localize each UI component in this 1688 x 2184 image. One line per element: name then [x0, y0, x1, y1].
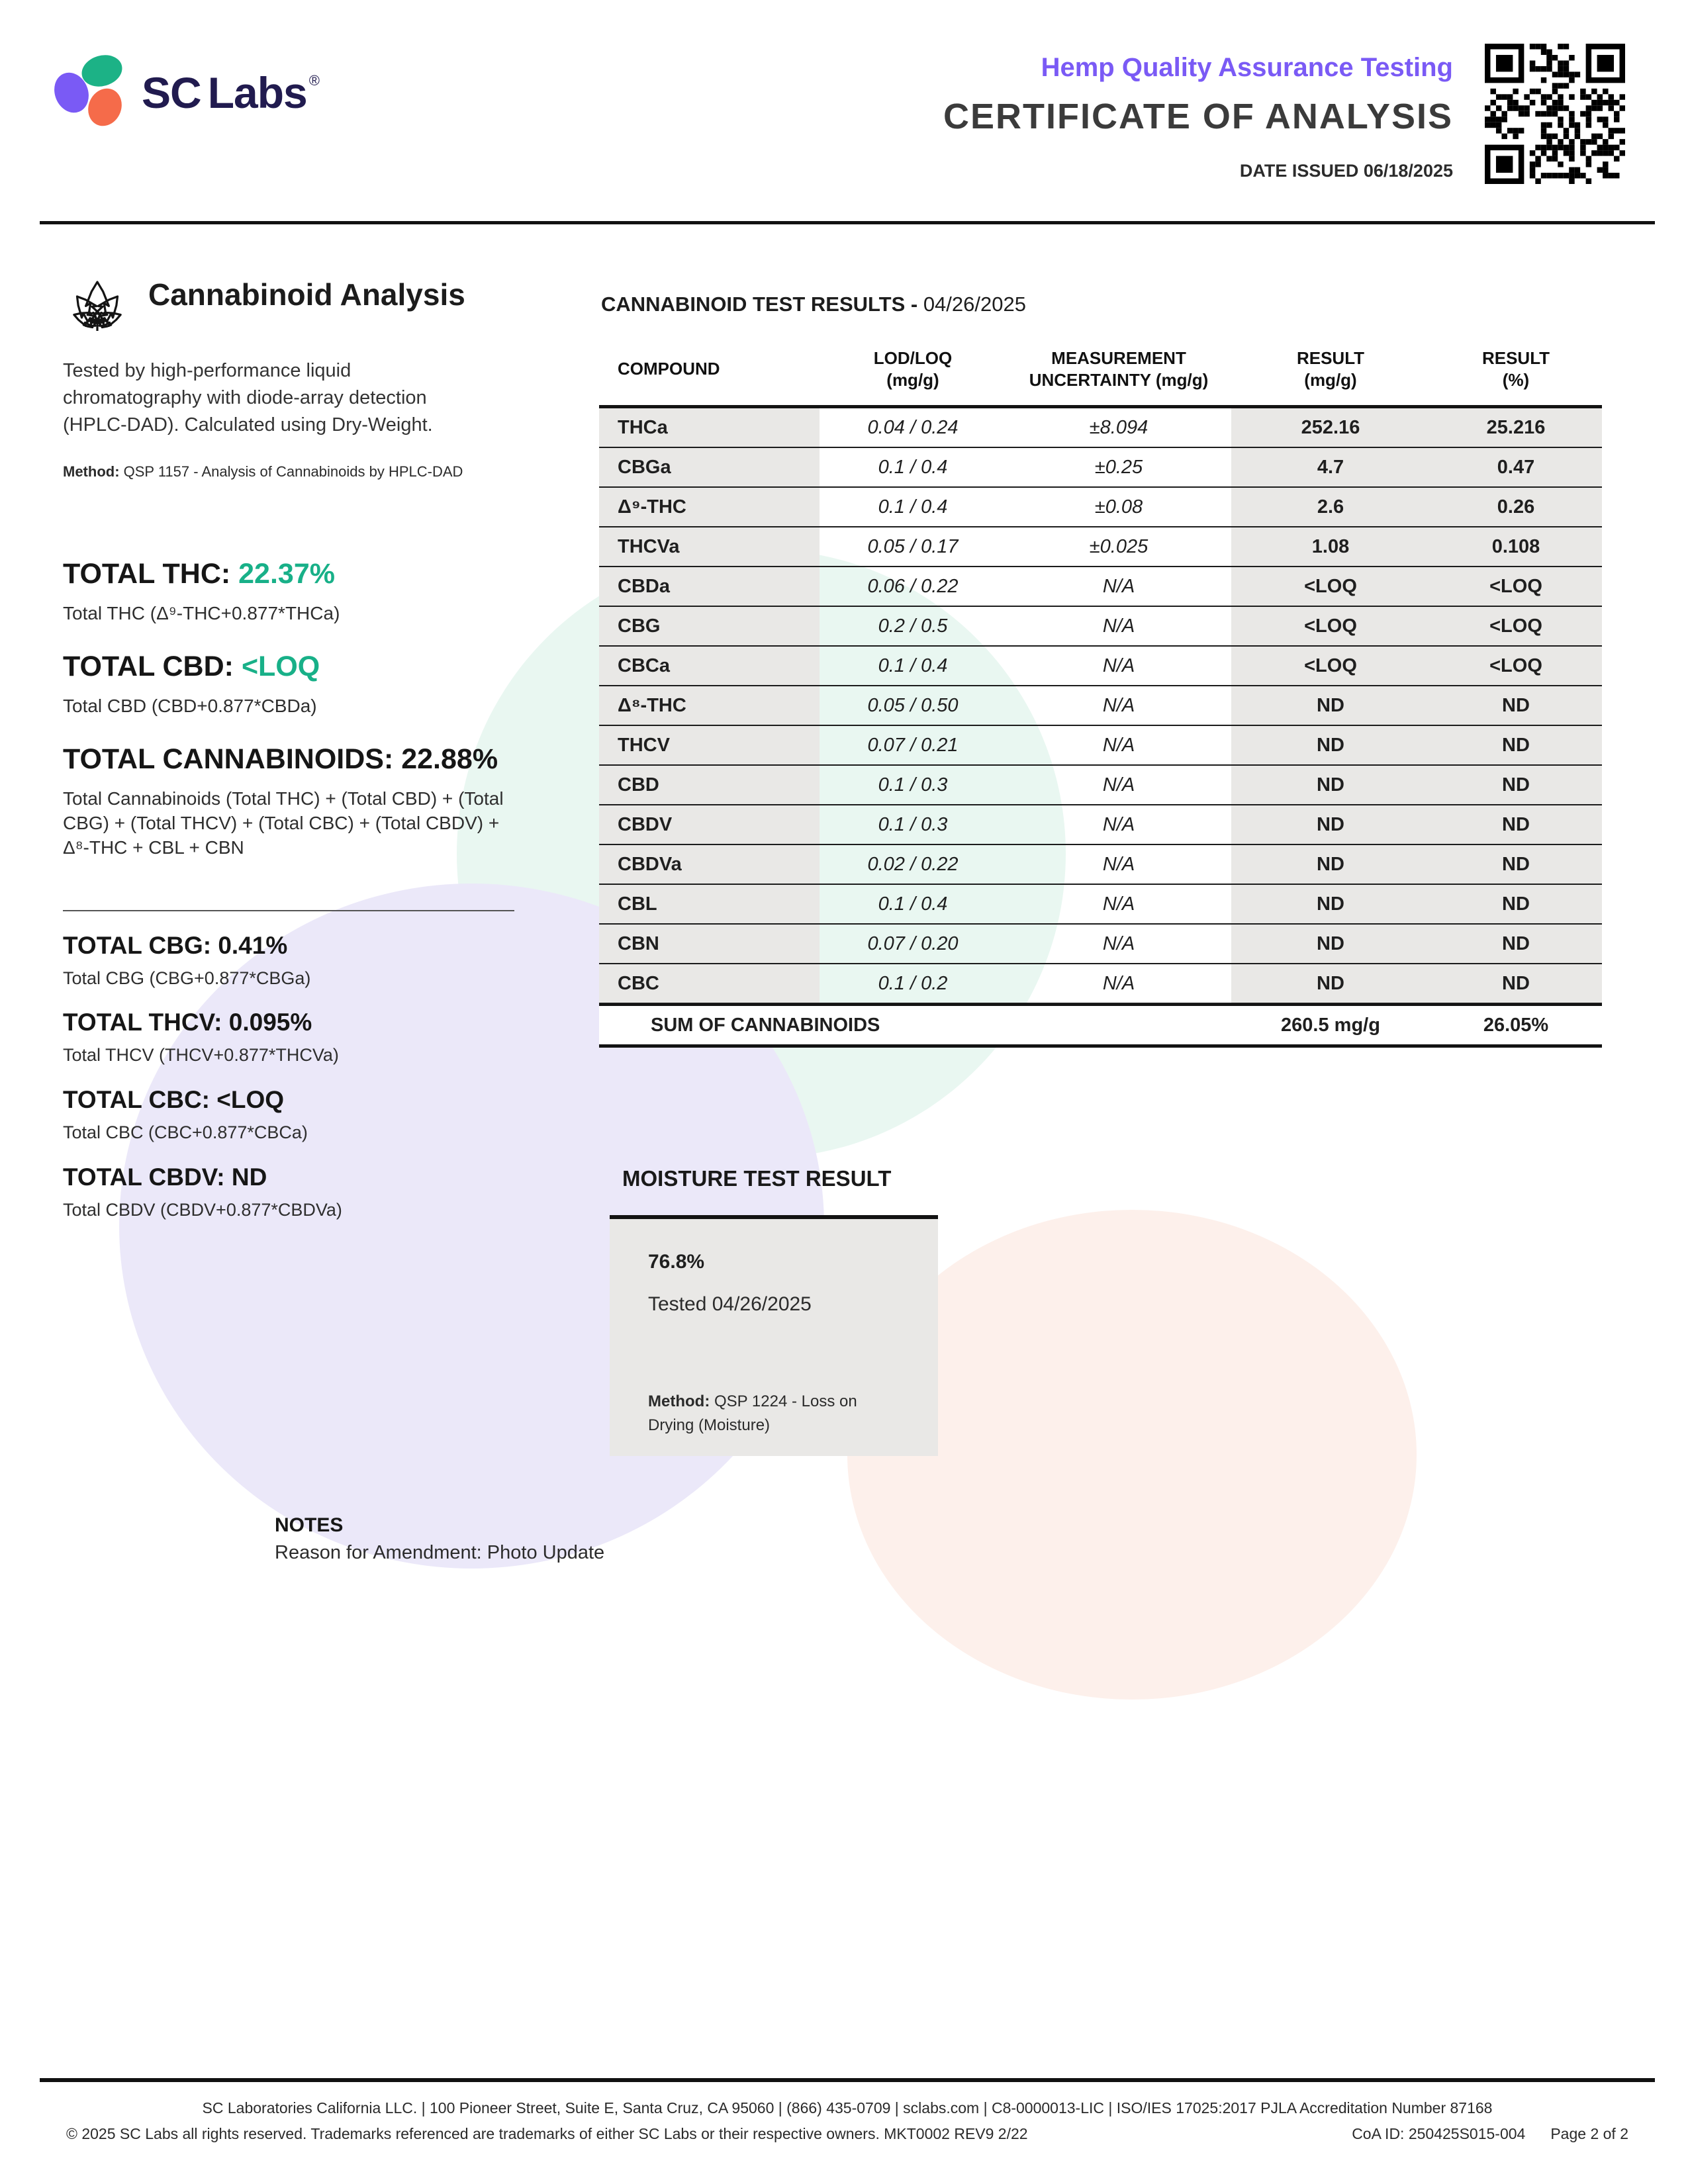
lod-loq-cell: 0.2 / 0.5 — [878, 615, 948, 637]
sum-result-mg: 260.5 mg/g — [1281, 1014, 1380, 1036]
logo-sc-text: SC — [142, 68, 201, 117]
moisture-result-box — [610, 1215, 938, 1456]
lod-loq-cell: 0.05 / 0.17 — [867, 535, 959, 557]
result-mg-cell: ND — [1231, 805, 1430, 844]
total-thcv-value: 0.095% — [228, 1009, 312, 1036]
footer-lab-info: SC Laboratories California LLC. | 100 Pioneer Street, Suite E, Santa Cruz, CA 95060 | (866) 435-0709 | sclabs.com | C8-0000013-LIC | ISO/IES 17025:2017 PJLA Accreditation Number 87168 — [202, 2099, 1493, 2116]
result-mg-cell: ND — [1231, 845, 1430, 884]
compound-cell: CBDVa — [599, 845, 820, 884]
results-table-body — [599, 408, 1602, 1004]
lod-loq-cell: 0.07 / 0.21 — [867, 734, 959, 756]
column-header-line1: MEASUREMENT — [1051, 347, 1186, 368]
column-header-0 — [599, 358, 820, 380]
result-pct-cell: <LOQ — [1430, 567, 1602, 606]
results-table-title-date: 04/26/2025 — [917, 293, 1026, 316]
footer-divider — [40, 2078, 1655, 2082]
logo-dot-orange-icon — [82, 83, 127, 132]
uncertainty-cell: ±0.08 — [1094, 496, 1143, 518]
column-header-line1: COMPOUND — [618, 359, 720, 379]
lod-loq-cell: 0.06 / 0.22 — [867, 575, 959, 597]
result-mg-cell: ND — [1231, 686, 1430, 725]
compound-cell: Δ⁹-THC — [599, 488, 820, 526]
table-row — [599, 964, 1602, 1004]
table-row — [599, 686, 1602, 726]
uncertainty-cell: N/A — [1102, 655, 1135, 676]
total-cannabinoids-label: TOTAL CANNABINOIDS: — [63, 743, 402, 775]
moisture-value: 76.8% — [648, 1251, 705, 1273]
lod-loq-cell: 0.1 / 0.3 — [878, 813, 948, 835]
table-row — [599, 726, 1602, 766]
compound-cell: THCVa — [599, 527, 820, 566]
compound-cell: CBN — [599, 925, 820, 963]
total-thc-value: 22.37% — [238, 558, 335, 590]
table-row — [599, 448, 1602, 488]
uncertainty-cell: ±0.25 — [1094, 456, 1143, 478]
compound-cell: THCV — [599, 726, 820, 764]
result-pct-cell: 25.216 — [1430, 408, 1602, 447]
result-mg-cell: ND — [1231, 885, 1430, 923]
compound-cell: CBCa — [599, 647, 820, 685]
total-cbg-block — [63, 932, 520, 989]
uncertainty-cell: N/A — [1102, 933, 1135, 954]
result-mg-cell: 1.08 — [1231, 527, 1430, 566]
compound-cell: CBDV — [599, 805, 820, 844]
results-table-title-text: CANNABINOID TEST RESULTS - — [601, 293, 918, 316]
lod-loq-cell: 0.04 / 0.24 — [867, 416, 959, 438]
sum-row — [599, 1004, 1602, 1048]
notes-section — [275, 1514, 604, 1564]
logo-wordmark — [142, 68, 319, 118]
uncertainty-cell: N/A — [1102, 575, 1135, 597]
total-cbc-formula: Total CBC (CBC+0.877*CBCa) — [63, 1122, 308, 1142]
result-mg-cell: 4.7 — [1231, 448, 1430, 486]
lod-loq-cell: 0.1 / 0.4 — [878, 655, 948, 676]
sum-label: SUM OF CANNABINOIDS — [651, 1014, 880, 1036]
total-thcv-label: TOTAL THCV: — [63, 1009, 229, 1036]
compound-cell: THCa — [599, 408, 820, 447]
moisture-method-text: QSP 1224 - Loss on Drying (Moisture) — [648, 1392, 857, 1434]
column-header-line1: LOD/LOQ — [873, 347, 953, 368]
table-row — [599, 805, 1602, 845]
total-cbd-heading — [63, 651, 520, 683]
qr-code — [1485, 44, 1625, 184]
coa-id: CoA ID: 250425S015-004 — [1352, 2125, 1526, 2142]
sum-result-pct: 26.05% — [1483, 1014, 1549, 1036]
date-issued: DATE ISSUED 06/18/2025 — [1239, 161, 1453, 181]
total-thcv-block — [63, 1009, 520, 1066]
table-row — [599, 925, 1602, 964]
lod-loq-cell: 0.1 / 0.4 — [878, 893, 948, 915]
results-table-title — [601, 293, 1026, 316]
total-cbd-block — [63, 651, 520, 718]
footer-legal-row — [66, 2125, 1628, 2143]
result-pct-cell: ND — [1430, 726, 1602, 764]
footer-copyright: © 2025 SC Labs all rights reserved. Trademarks referenced are trademarks of either SC Labs or their respective owners. MKT0002 REV9 2/22 — [66, 2125, 1028, 2142]
result-mg-cell: 252.16 — [1231, 408, 1430, 447]
lod-loq-cell: 0.07 / 0.20 — [867, 933, 959, 954]
result-mg-cell: <LOQ — [1231, 567, 1430, 606]
uncertainty-cell: N/A — [1102, 615, 1135, 637]
cannabis-leaf-icon — [61, 258, 134, 331]
uncertainty-cell: N/A — [1102, 893, 1135, 915]
compound-cell: CBG — [599, 607, 820, 645]
column-header-lines — [1430, 347, 1602, 391]
notes-text: Reason for Amendment: Photo Update — [275, 1542, 605, 1563]
uncertainty-cell: N/A — [1102, 774, 1135, 796]
results-table-header — [599, 333, 1602, 408]
header-title-block — [943, 53, 1453, 181]
result-pct-cell: ND — [1430, 885, 1602, 923]
result-pct-cell: <LOQ — [1430, 607, 1602, 645]
column-header-line2: (%) — [1502, 369, 1530, 390]
result-mg-cell: 2.6 — [1231, 488, 1430, 526]
total-cbc-heading — [63, 1086, 520, 1114]
column-header-line1: RESULT — [1481, 347, 1550, 368]
compound-cell: CBDa — [599, 567, 820, 606]
column-header-lines — [1231, 347, 1430, 391]
total-cbdv-value: ND — [231, 1163, 267, 1191]
result-pct-cell: <LOQ — [1430, 647, 1602, 685]
result-pct-cell: ND — [1430, 766, 1602, 804]
footer-right-group — [1352, 2125, 1628, 2143]
document-title: CERTIFICATE OF ANALYSIS — [943, 97, 1453, 136]
table-row — [599, 885, 1602, 925]
uncertainty-cell: N/A — [1102, 853, 1135, 875]
total-cbdv-block — [63, 1163, 520, 1220]
lod-loq-cell: 0.05 / 0.50 — [867, 694, 959, 716]
total-cannabinoids-value: 22.88% — [401, 743, 498, 775]
total-cbdv-formula: Total CBDV (CBDV+0.877*CBDVa) — [63, 1200, 342, 1220]
table-row — [599, 527, 1602, 567]
program-title: Hemp Quality Assurance Testing — [1041, 53, 1453, 82]
compound-cell: CBL — [599, 885, 820, 923]
total-cbc-label: TOTAL CBC: — [63, 1086, 217, 1113]
sclabs-logo — [46, 52, 391, 131]
total-cbg-value: 0.41% — [218, 932, 288, 959]
compound-cell: CBD — [599, 766, 820, 804]
result-mg-cell: ND — [1231, 766, 1430, 804]
total-cbg-label: TOTAL CBG: — [63, 932, 218, 959]
total-cbdv-label: TOTAL CBDV: — [63, 1163, 232, 1191]
moisture-tested-date: Tested 04/26/2025 — [648, 1293, 812, 1315]
total-thc-label: TOTAL THC: — [63, 558, 239, 590]
result-pct-cell: 0.47 — [1430, 448, 1602, 486]
total-cbc-value: <LOQ — [216, 1086, 285, 1113]
table-row — [599, 488, 1602, 527]
method-description: Tested by high-performance liquid chromatography with diode-array detection (HPLC-DAD). Calculated using Dry-Weight. — [63, 360, 433, 435]
table-row — [599, 845, 1602, 885]
result-mg-cell: ND — [1231, 726, 1430, 764]
column-header-lines — [618, 358, 820, 380]
result-pct-cell: ND — [1430, 805, 1602, 844]
column-header-lines — [820, 347, 1006, 391]
total-cbdv-heading — [63, 1163, 520, 1191]
column-header-line2: (mg/g) — [1304, 369, 1357, 390]
total-cannabinoids-heading — [63, 743, 520, 776]
method-line — [63, 463, 487, 480]
lod-loq-cell: 0.1 / 0.4 — [878, 496, 948, 518]
column-header-lines — [1006, 347, 1231, 391]
total-thcv-heading — [63, 1009, 520, 1036]
result-pct-cell: 0.26 — [1430, 488, 1602, 526]
table-row — [599, 408, 1602, 448]
moisture-method-label: Method: — [648, 1392, 710, 1410]
uncertainty-cell: N/A — [1102, 813, 1135, 835]
result-mg-cell: ND — [1231, 925, 1430, 963]
compound-cell: Δ⁸-THC — [599, 686, 820, 725]
uncertainty-cell: N/A — [1102, 694, 1135, 716]
total-cbd-label: TOTAL CBD: — [63, 651, 242, 682]
uncertainty-cell: N/A — [1102, 734, 1135, 756]
total-cannabinoids-block — [63, 743, 520, 860]
result-pct-cell: 0.108 — [1430, 527, 1602, 566]
table-row — [599, 647, 1602, 686]
total-cbg-heading — [63, 932, 520, 960]
method-label: Method: — [63, 463, 120, 480]
total-cbg-formula: Total CBG (CBG+0.877*CBGa) — [63, 968, 311, 988]
method-text: QSP 1157 - Analysis of Cannabinoids by HPLC-DAD — [119, 463, 463, 480]
column-header-line1: RESULT — [1296, 347, 1365, 368]
total-cbd-value: <LOQ — [241, 651, 320, 682]
uncertainty-cell: N/A — [1102, 972, 1135, 994]
column-header-1 — [820, 347, 1006, 391]
result-pct-cell: ND — [1430, 845, 1602, 884]
cannabinoid-results-table — [599, 333, 1602, 1048]
result-mg-cell: ND — [1231, 964, 1430, 1003]
result-mg-cell: <LOQ — [1231, 607, 1430, 645]
column-header-2 — [1006, 347, 1231, 391]
lod-loq-cell: 0.1 / 0.2 — [878, 972, 948, 994]
registered-mark-icon: ® — [308, 72, 319, 89]
result-pct-cell: ND — [1430, 964, 1602, 1003]
section-title: Cannabinoid Analysis — [148, 277, 465, 312]
total-cbc-block — [63, 1086, 520, 1143]
total-thc-formula: Total THC (Δ⁹-THC+0.877*THCa) — [63, 603, 340, 623]
compound-cell: CBGa — [599, 448, 820, 486]
result-pct-cell: ND — [1430, 925, 1602, 963]
total-thc-block — [63, 558, 520, 625]
uncertainty-cell: ±8.094 — [1089, 416, 1149, 438]
uncertainty-cell: ±0.025 — [1089, 535, 1149, 557]
table-row — [599, 607, 1602, 647]
table-row — [599, 766, 1602, 805]
column-header-4 — [1430, 347, 1602, 391]
lod-loq-cell: 0.1 / 0.4 — [878, 456, 948, 478]
moisture-title: MOISTURE TEST RESULT — [622, 1166, 892, 1191]
table-row — [599, 567, 1602, 607]
total-thcv-formula: Total THCV (THCV+0.877*THCVa) — [63, 1045, 339, 1065]
column-header-line2: UNCERTAINTY (mg/g) — [1029, 369, 1209, 390]
logo-labs-text: Labs — [207, 68, 307, 117]
total-thc-heading — [63, 558, 520, 590]
totals-divider — [63, 910, 514, 911]
result-pct-cell: ND — [1430, 686, 1602, 725]
column-header-3 — [1231, 347, 1430, 391]
lod-loq-cell: 0.1 / 0.3 — [878, 774, 948, 796]
notes-title: NOTES — [275, 1514, 344, 1536]
total-cbd-formula: Total CBD (CBD+0.877*CBDa) — [63, 696, 317, 716]
moisture-method-line — [648, 1390, 893, 1437]
total-cannabinoids-formula: Total Cannabinoids (Total THC) + (Total CBD) + (Total CBG) + (Total THCV) + (Total CBC) + (Total CBDV) + Δ⁸-THC + CBL + CBN — [63, 788, 504, 858]
result-mg-cell: <LOQ — [1231, 647, 1430, 685]
page-number: Page 2 of 2 — [1550, 2125, 1628, 2142]
header-divider — [40, 221, 1655, 224]
cannabinoid-analysis-header — [61, 258, 465, 331]
column-header-line2: (mg/g) — [886, 369, 939, 390]
lod-loq-cell: 0.02 / 0.22 — [867, 853, 959, 875]
compound-cell: CBC — [599, 964, 820, 1003]
